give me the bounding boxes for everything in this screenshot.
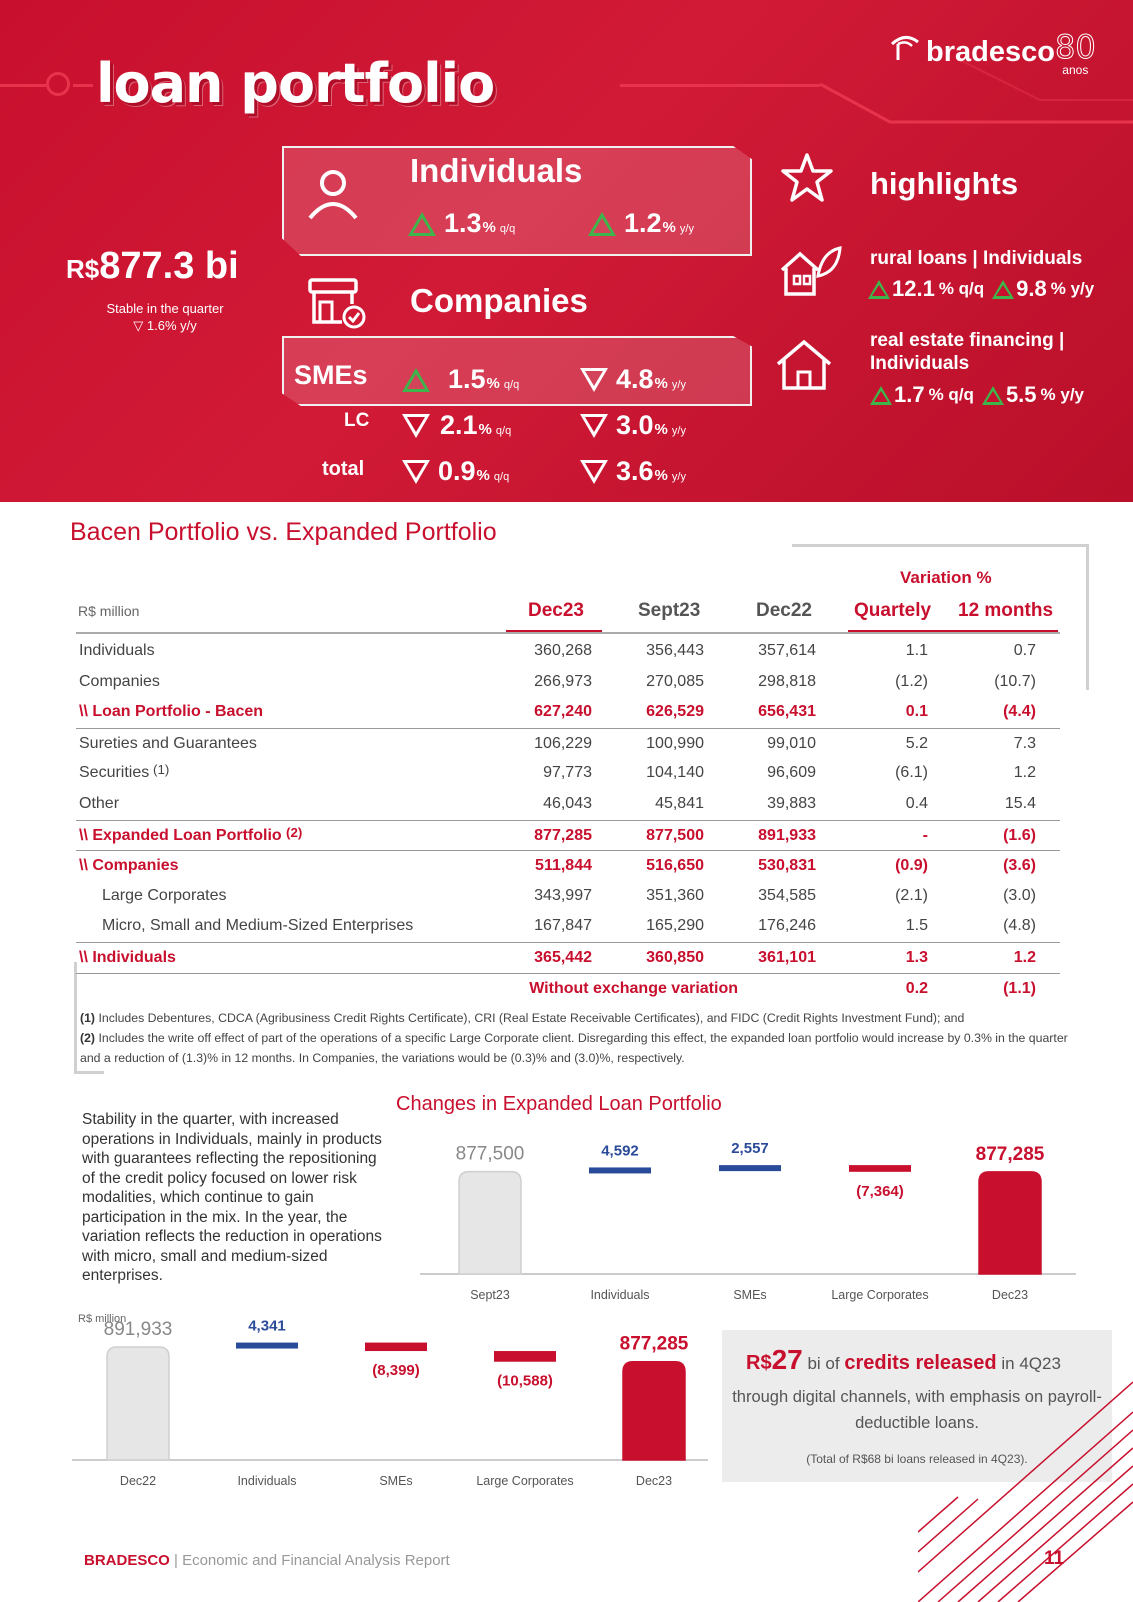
footnote-1: [80, 1008, 1070, 1028]
metric-pct: %: [654, 375, 668, 392]
row-cell: (3.6): [1003, 857, 1036, 875]
waterfall-chart-year: [72, 1312, 712, 1498]
chart-bar-total: [979, 1172, 1041, 1274]
row-cell: (1.2): [895, 672, 928, 690]
chart-bar-total: [107, 1347, 169, 1460]
decor-circle: [46, 72, 70, 96]
total-amount: 877.3 bi: [99, 245, 239, 287]
real-estate-label: [870, 329, 1064, 375]
chart-data-label: (8,399): [372, 1362, 420, 1380]
row-cell: (10.7): [994, 672, 1036, 690]
row-label: Micro, Small and Medium-Sized Enterprises: [102, 917, 414, 935]
row-cell: 877,285: [534, 826, 592, 844]
down-triangle-icon: ▽: [133, 318, 144, 333]
total-yy: [580, 456, 686, 487]
row-cell: 97,773: [543, 764, 592, 782]
row-label: Large Corporates: [102, 886, 227, 904]
footer-separator: |: [169, 1552, 183, 1569]
row-label: Individuals: [79, 642, 155, 659]
row-cell: 1.3: [905, 948, 928, 966]
down-triangle-icon: [402, 460, 430, 484]
row-cell: 354,585: [758, 886, 816, 904]
chart-data-label: (7,364): [856, 1182, 904, 1200]
total-qq: [402, 456, 509, 487]
chart-data-label: 2,557: [731, 1140, 769, 1158]
decor-hatch: [918, 1372, 1133, 1602]
metric-period: y/y: [671, 378, 686, 391]
total-sub-line2: [60, 317, 270, 334]
row-cell: 96,609: [767, 764, 816, 782]
row-cell: 357,614: [758, 642, 816, 659]
row-cell: 0.1: [905, 703, 928, 721]
table-row: [76, 697, 1060, 728]
row-cell: 1.1: [905, 642, 928, 659]
currency-prefix: R$: [66, 254, 100, 284]
page-number: 11: [1044, 1548, 1065, 1569]
total-yy: 1.6% y/y: [146, 318, 197, 333]
row-cell: 266,973: [534, 672, 592, 690]
metric-period: q/q: [499, 222, 516, 235]
row-label: Other: [79, 794, 120, 812]
store-icon: [306, 276, 368, 330]
row-cell: 360,268: [534, 642, 592, 659]
logo-anos: anos: [1062, 63, 1089, 77]
total-sub-line1: Stable in the quarter: [106, 301, 224, 316]
decor-line: [620, 84, 820, 87]
table-row: [76, 850, 1060, 881]
chart-category-label: Dec22: [119, 1474, 157, 1488]
chart-unit-label: [432, 1118, 480, 1119]
footer: [84, 1552, 450, 1569]
real-estate-label-line1: real estate financing |: [870, 330, 1065, 351]
rural-loans-metrics: [868, 276, 1102, 302]
metric-pct: %: [654, 467, 668, 484]
row-cell: 270,085: [646, 672, 704, 690]
row-cell: 104,140: [646, 764, 704, 782]
footnote-text: Includes the write off effect of part of the operations of a specific Large Corporate client. Disregarding this effect, the expanded loan portfolio would increase by 0.3% in the quarter and a reduction of (1.3)% in 12 months. In Companies, the variations would be (0.3)% and (3.0)%, respectively.: [80, 1031, 1068, 1065]
individuals-yy: [588, 208, 694, 239]
footnote-tag: (1): [80, 1011, 96, 1025]
decor-line: [73, 84, 93, 87]
smes-yy: [580, 364, 686, 395]
row-label: \\ Individuals: [79, 948, 176, 966]
row-cell: (1.1): [1003, 979, 1036, 997]
chart-category-label: Dec23: [635, 1474, 673, 1488]
up-triangle-icon: [408, 212, 436, 236]
row-cell: 99,010: [767, 734, 816, 752]
row-cell: (0.9): [895, 857, 928, 875]
header-band: [0, 0, 1133, 502]
row-cell: 176,246: [758, 917, 816, 935]
row-label: Sureties and Guarantees: [79, 734, 257, 752]
table-unit: R$ million: [78, 603, 140, 619]
footnote-tag: (2): [80, 1031, 96, 1045]
logo-number: 80: [1054, 28, 1096, 66]
credits-highlight: credits released: [844, 1352, 997, 1374]
metric-value: 1.5: [448, 364, 486, 394]
metric-period: % q/q: [928, 385, 974, 404]
table-row: [76, 728, 1060, 759]
metric-period: q/q: [493, 470, 510, 483]
metric-value: 2.1: [440, 410, 478, 440]
waterfall-chart-quarter: [420, 1118, 1080, 1310]
row-cell: (1.6): [1003, 826, 1036, 844]
metric-value: 4.8: [616, 364, 654, 394]
metric-value: 1.7: [894, 382, 925, 407]
metric-period: q/q: [503, 378, 520, 391]
up-triangle-icon: [588, 212, 616, 236]
row-cell: 530,831: [758, 857, 816, 875]
footnote-text: Includes Debentures, CDCA (Agribusiness Credit Rights Certificate), CRI (Real Estate Receivable Certificates), and FIDC (Credit Rights Investment Fund); and: [98, 1011, 965, 1025]
chart-category-label: Sept23: [470, 1288, 510, 1302]
row-cell: 46,043: [543, 794, 592, 812]
chart-data-label: (10,588): [497, 1372, 553, 1390]
companies-label: Companies: [410, 282, 588, 319]
chart-bar-total: [623, 1362, 685, 1460]
down-triangle-icon: [580, 460, 608, 484]
logo-text: bradesco: [926, 36, 1055, 68]
row-cell: 298,818: [758, 672, 816, 690]
row-cell: (3.0): [1003, 886, 1036, 904]
portfolio-table: [76, 636, 1060, 1003]
table-row: [76, 911, 1060, 942]
chart-title: Changes in Expanded Loan Portfolio: [396, 1093, 722, 1115]
credits-suffix: in 4Q23: [996, 1354, 1061, 1373]
total-portfolio-value: [66, 245, 239, 288]
row-cell: 365,442: [534, 948, 592, 966]
credits-line3: (Total of R$68 bi loans released in 4Q23).: [806, 1452, 1028, 1466]
metric-value: 3.6: [616, 456, 654, 486]
decor-line: [0, 84, 46, 87]
chart-data-label: 877,285: [619, 1333, 689, 1355]
metric-pct: %: [482, 219, 496, 236]
down-triangle-icon: [580, 414, 608, 438]
credits-value: 27: [771, 1344, 803, 1375]
metric-period: % q/q: [938, 279, 985, 298]
col-header-dec22: Dec22: [756, 600, 812, 621]
chart-bar-delta: [365, 1343, 427, 1351]
row-cell: 15.4: [1004, 794, 1036, 812]
row-cell: 0.2: [905, 979, 928, 997]
page-title: loan portfolio: [96, 52, 495, 115]
person-icon: [306, 166, 360, 224]
lc-yy: [580, 410, 686, 441]
chart-category-label: SMEs: [733, 1288, 767, 1302]
commentary-paragraph: Stability in the quarter, with increased operations in Individuals, mainly in products with guarantees reflecting the repositioning of the credit policy focused on lower risk modalities, which continue to gain participation in the mix. In the year, the variation reflects the reduction in operations with micro, small and medium-sized enterprises.: [82, 1111, 382, 1284]
row-cell: (4.4): [1003, 703, 1036, 721]
chart-category-label: Individuals: [237, 1474, 297, 1488]
real-estate-label-line2: Individuals: [870, 353, 970, 374]
chart-unit-label: R$ million: [78, 1313, 127, 1325]
metric-pct: %: [486, 375, 500, 392]
total-label: total: [322, 458, 365, 480]
row-cell: 627,240: [534, 703, 592, 721]
table-row: [76, 636, 1060, 667]
col-header-12-months: 12 months: [958, 600, 1054, 621]
row-cell: 0.7: [1013, 642, 1036, 659]
rural-house-leaf-icon: [776, 244, 842, 300]
table-row: [76, 789, 1060, 820]
metric-value: 5.5: [1005, 382, 1037, 407]
metric-value: 1.2: [624, 208, 662, 238]
metric-period: y/y: [679, 222, 694, 235]
row-label: Without exchange variation: [529, 979, 738, 997]
row-cell: 891,933: [758, 826, 816, 844]
chart-data-label: 891,933: [103, 1318, 173, 1340]
metric-pct: %: [476, 467, 490, 484]
up-triangle-icon: [402, 368, 430, 392]
metric-value: 12.1: [892, 276, 935, 301]
individuals-qq: [408, 208, 515, 239]
row-cell: 106,229: [534, 734, 592, 752]
chart-data-label: 4,592: [601, 1142, 639, 1160]
metric-period: y/y: [671, 470, 686, 483]
table-row: [76, 667, 1060, 698]
bradesco-logo: [888, 30, 1096, 76]
down-triangle-icon: [580, 368, 608, 392]
footer-report-name: Economic and Financial Analysis Report: [182, 1552, 450, 1569]
row-cell: 1.5: [905, 917, 928, 935]
metric-period: % y/y: [1050, 279, 1095, 298]
chart-category-label: Large Corporates: [831, 1288, 929, 1302]
row-label: \\ Loan Portfolio - Bacen: [79, 703, 264, 721]
table-footnotes: [80, 1008, 1070, 1068]
footnote-2: [80, 1028, 1070, 1068]
star-icon: [780, 152, 834, 204]
chart-bar-delta: [849, 1165, 911, 1172]
row-cell: 656,431: [758, 703, 816, 721]
up-triangle-icon: [870, 386, 892, 405]
table-section-title: Bacen Portfolio vs. Expanded Portfolio: [70, 518, 497, 546]
house-icon: [774, 338, 834, 392]
row-cell: 167,847: [534, 917, 592, 935]
smes-qq: [402, 364, 519, 395]
col-header-sept23: Sept23: [638, 600, 701, 621]
row-cell: 165,290: [646, 917, 704, 935]
credits-line2: through digital channels, with emphasis on payroll-deductible loans.: [732, 1388, 1102, 1432]
chart-bar-delta: [589, 1167, 651, 1173]
row-cell: 361,101: [758, 948, 816, 966]
logo-anniversary: [1055, 30, 1096, 76]
metric-period: % y/y: [1040, 385, 1085, 404]
variation-header: Variation %: [900, 568, 992, 587]
row-cell: 45,841: [655, 794, 704, 812]
up-triangle-icon: [992, 280, 1014, 299]
row-footnote-ref: (2): [286, 824, 303, 840]
credits-prefix: R$: [746, 1352, 772, 1374]
row-label: \\ Companies: [79, 857, 179, 875]
chart-category-label: Large Corporates: [476, 1474, 574, 1488]
table-row: [76, 881, 1060, 912]
footer-brand: BRADESCO: [84, 1552, 170, 1569]
row-cell: (2.1): [895, 886, 928, 904]
table-row: [76, 820, 1060, 851]
row-cell: 356,443: [646, 642, 704, 659]
lc-qq: [402, 410, 511, 441]
metric-pct: %: [654, 421, 668, 438]
up-triangle-icon: [982, 386, 1004, 405]
row-cell: 100,990: [646, 734, 704, 752]
row-cell: 7.3: [1013, 734, 1036, 752]
credits-mid: bi of: [802, 1354, 845, 1373]
individuals-label: Individuals: [410, 152, 583, 189]
down-triangle-icon: [402, 414, 430, 438]
row-cell: 1.2: [1013, 948, 1036, 966]
row-cell: 516,650: [646, 857, 704, 875]
col-header-dec23: Dec23: [528, 600, 584, 621]
row-cell: 343,997: [534, 886, 592, 904]
row-cell: (6.1): [895, 764, 928, 782]
chart-data-label: 877,285: [975, 1143, 1045, 1165]
chart-category-label: Individuals: [590, 1288, 650, 1302]
table-top-rule: [76, 632, 1060, 634]
smes-label: SMEs: [294, 360, 368, 390]
chart-category-label: Dec23: [991, 1288, 1029, 1302]
metric-value: 0.9: [438, 456, 476, 486]
row-cell: 1.2: [1013, 764, 1036, 782]
row-cell: 39,883: [767, 794, 816, 812]
chart-category-label: SMEs: [379, 1474, 413, 1488]
row-cell: 626,529: [646, 703, 704, 721]
row-label: Companies: [79, 672, 160, 690]
row-cell: 360,850: [646, 948, 704, 966]
chart-data-label: 877,500: [455, 1143, 525, 1165]
row-cell: 0.4: [905, 794, 928, 812]
highlights-title: highlights: [870, 166, 1019, 201]
row-cell: 511,844: [535, 857, 592, 875]
chart-bar-delta: [719, 1165, 781, 1171]
metric-period: y/y: [671, 424, 686, 437]
exchange-variation-row: [76, 973, 1060, 1004]
chart-bar-delta: [494, 1351, 556, 1362]
up-triangle-icon: [868, 280, 890, 299]
table-row: [76, 758, 1060, 789]
lc-label: LC: [344, 410, 370, 431]
row-cell: -: [922, 826, 928, 844]
table-row: [76, 942, 1060, 973]
row-cell: 351,360: [646, 886, 704, 904]
metric-value: 9.8: [1016, 276, 1047, 301]
total-subtitle: [60, 300, 270, 334]
chart-bar-delta: [236, 1343, 298, 1349]
rural-loans-label: rural loans | Individuals: [870, 248, 1083, 269]
chart-data-label: 4,341: [248, 1317, 286, 1335]
row-cell: 877,500: [646, 826, 704, 844]
col-header-quarterly: Quartely: [854, 600, 932, 621]
bradesco-tree-icon: [888, 30, 922, 64]
metric-period: q/q: [495, 424, 512, 437]
row-footnote-ref: (1): [153, 762, 170, 778]
row-cell: 5.2: [905, 734, 928, 752]
metric-value: 3.0: [616, 410, 654, 440]
metric-value: 1.3: [444, 208, 482, 238]
row-label: Securities: [79, 764, 150, 782]
metric-pct: %: [478, 421, 492, 438]
real-estate-metrics: [870, 382, 1092, 408]
chart-bar-total: [459, 1172, 521, 1274]
row-label: \\ Expanded Loan Portfolio: [79, 826, 282, 844]
metric-pct: %: [662, 219, 676, 236]
row-cell: (4.8): [1003, 917, 1036, 935]
